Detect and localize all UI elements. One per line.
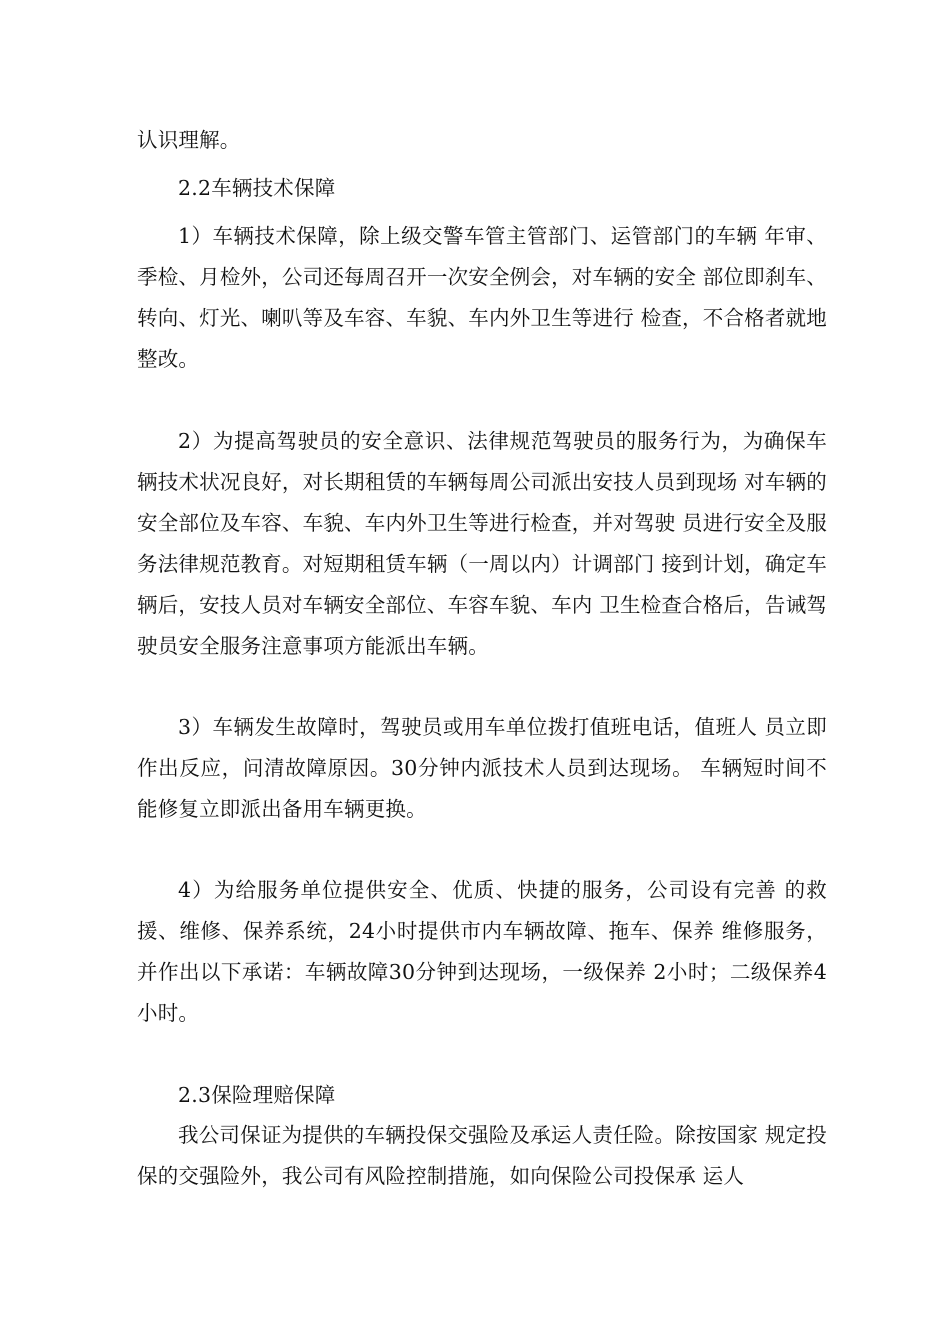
paragraph-item-1: 1）车辆技术保障，除上级交警车管主管部门、运管部门的车辆 年审、季检、月检外，公司还每周召开一次安全例会，对车辆的安全 部位即刹车、转向、灯光、喇叭等及车容、车貌、车内外卫生等进行 检查，不合格者就地整改。 [137,224,827,371]
section-heading-2-3: 2.3保险理赔保障 [178,1083,336,1107]
paragraph-continuation: 认识理解。 [137,128,241,152]
section-heading-2-2: 2.2车辆技术保障 [178,176,336,200]
paragraph-insurance: 我公司保证为提供的车辆投保交强险及承运人责任险。除按国家 规定投保的交强险外，我公司有风险控制措施，如向保险公司投保承 运人 [137,1123,827,1188]
paragraph-item-2: 2）为提高驾驶员的安全意识、法律规范驾驶员的服务行为，为确保车辆技术状况良好，对长期租赁的车辆每周公司派出安技人员到现场 对车辆的安全部位及车容、车貌、车内外卫生等进行检查，并对驾驶 员进行安全及服务法律规范教育。对短期租赁车辆（一周以内）计调部门 接到计划，确定车辆后，安技人员对车辆安全部位、车容车貌、车内 卫生检查合格后，告诫驾驶员安全服务注意事项方能派出车辆。 [137,429,827,658]
paragraph-item-4: 4）为给服务单位提供安全、优质、快捷的服务，公司设有完善 的救援、维修、保养系统，24小时提供市内车辆故障、拖车、保养 维修服务，并作出以下承诺：车辆故障30分钟到达现场，一级保养 2小时；二级保养4小时。 [137,878,827,1025]
paragraph-item-3: 3）车辆发生故障时，驾驶员或用车单位拨打值班电话，值班人 员立即作出反应，问清故障原因。30分钟内派技术人员到达现场。 车辆短时间不能修复立即派出备用车辆更换。 [137,715,827,821]
